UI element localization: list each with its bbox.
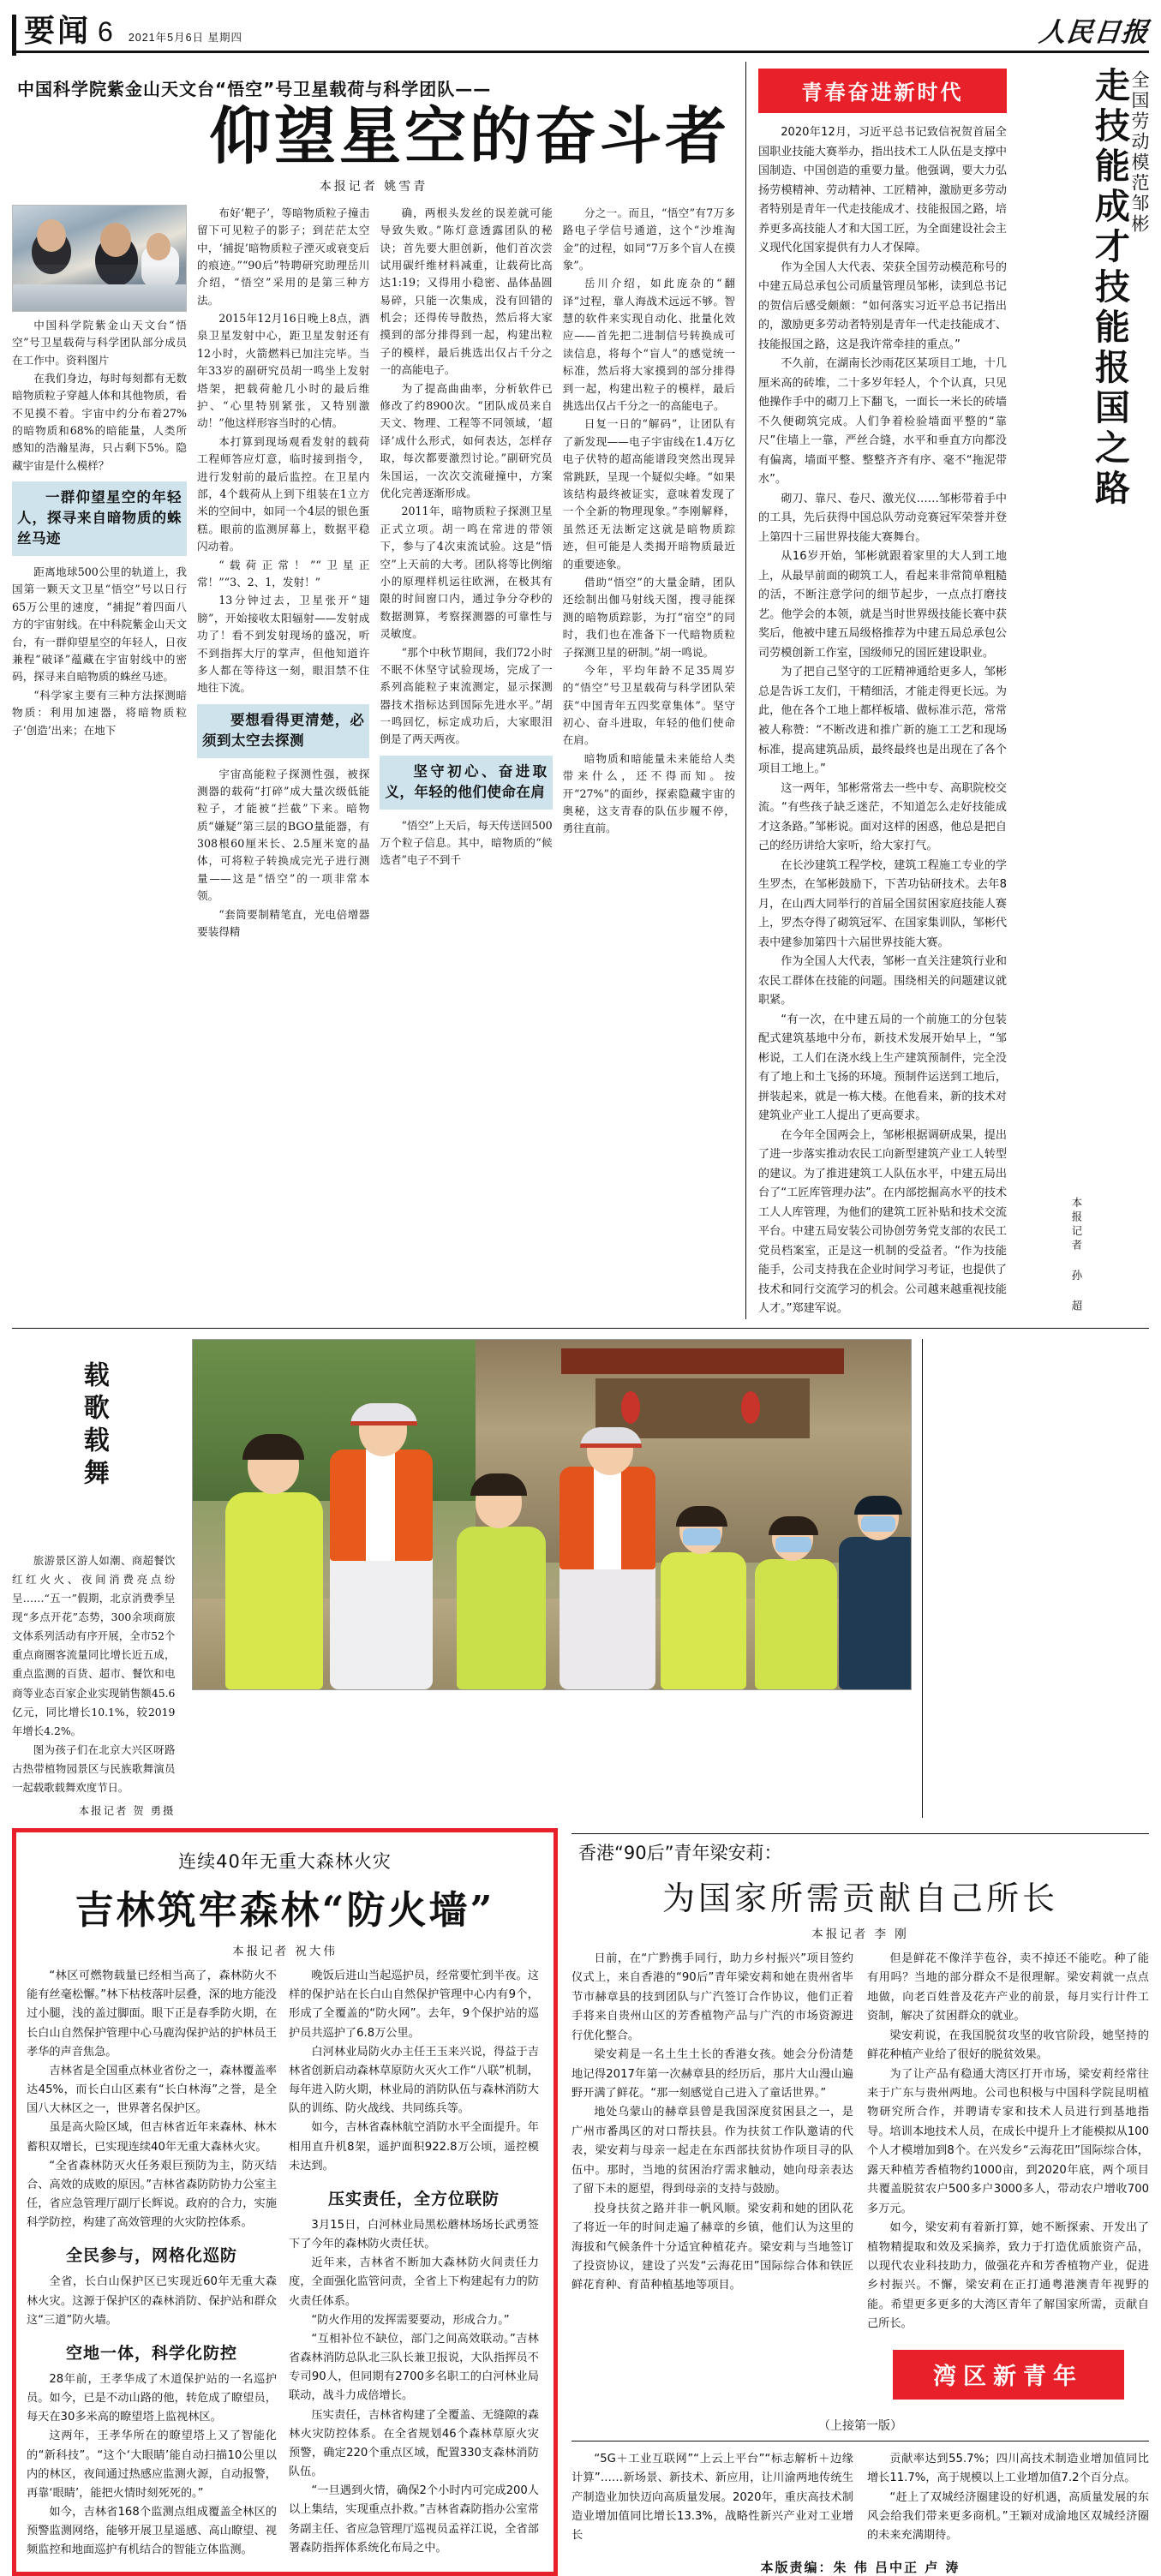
paragraph: 布好‘靶子’，等暗物质粒子撞击留下可见粒子的影子；到茫茫太空中，‘捕捉’暗物质粒子湮灭或衰变后的痕迹。”“90后”特聘研究助理岳川介绍，“悟空”采用的是第三种方法。 (197, 206, 370, 307)
bay-area-red-label: 湾区新青年 (893, 2350, 1124, 2400)
paragraph: 2015年12月16日晚上8点，酒泉卫星发射中心，距卫星发射还有12小时，火箭燃料已加注完毕。当年33岁的副研究员胡一鸣坐上发射塔架，把载荷舱几小时的最后维护、“心里特别紧张，又特别激动！”他这样形容当时的心情。 (197, 312, 370, 430)
section-name: 要闻 (24, 14, 92, 49)
story-b-col-1 (27, 1967, 277, 2561)
masthead (12, 0, 1149, 53)
paragraph: “林区可燃物载量已经相当高了，森林防火不能有丝毫松懈。”林下枯枝落叶层叠，深的地方能没过小腿，浅的盖过脚面。眼下正是春季防火期，在长白山自然保护管理中心马鹿沟保护站的护林员王孝华的声音焦急。 (27, 1969, 277, 2059)
paragraph: 在我们身边，每时每刻都有无数暗物质粒子穿越人体和其他物质，看不见摸不着。宇宙中约分布着27%的暗物质和68%的暗能量，人类所感知的浩瀚星海，只占剩下5%。隐藏宇宙是什么模样？ (12, 371, 187, 472)
paragraph: 晚饭后进山当起巡护员，经常要忙到半夜。这样的保护站在长白山自然保护管理中心内有9个，形成了全覆盖的“防火网”。去年，9个保护站的巡护员共巡护了6.8万公里。 (289, 1969, 539, 2040)
story-a-columns (12, 205, 735, 941)
continued-columns (572, 2450, 1149, 2546)
paper-nameplate: 人民日报 (1037, 17, 1151, 48)
paragraph: 为了提高曲曲率，分析软件已修改了约8900次。“团队成员来自天文、物理、工程等不同领域，‘超译’成什么形式，如何表达，怎样存取，每次都要激烈讨论。”副研究员朱国运，一次次交流碰撞中，方案优化完善逐渐形成。 (380, 381, 553, 499)
divider (572, 2441, 1149, 2442)
paragraph: 梁安莉说，在我国脱贫攻坚的收官阶段，她坚持的鲜花种植产业给了很好的脱贫效果。 (867, 2029, 1149, 2062)
story-a-shoulder: 中国科学院紫金山天文台“悟空”号卫星载荷与科学团队—— (17, 79, 492, 99)
paragraph: 暗物质和暗能量未来能给人类带来什么，还不得而知。按开“27%”的面纱，探索隐藏宇宙的奥秘，这支青春的队伍步履不停，勇往直前。 (562, 751, 735, 835)
continued-col-2 (867, 2450, 1149, 2546)
paragraph: 在长沙建筑工程学校，建筑工程施工专业的学生罗杰，在邹彬鼓励下，下苦功钻研技术。去年8月，在山西大同举行的首届全国贫困家庭技能人赛上，罗杰夺得了砌筑冠军、在国家集训队，邹彬代表中建参加第四十六届世界技能大赛。 (758, 858, 1007, 949)
paragraph: 不久前，在湖南长沙雨花区某项目工地，十几厘米高的砖堆，二十多岁年轻人，个个认真，只见他操作手中的砌刀上下翻飞，一面长一米长的砖墙不久便砌筑完成。人们争着检验墙面平整的“靠尺”住墙上一靠，严丝合缝，水平和垂直方向都没有偏离，墙面平整、整整齐齐有序、毫不“拖泥带水”。 (758, 357, 1007, 487)
story-c-byline: 本报记者 李 刚 (811, 1927, 909, 1941)
paragraph: 日复一日的“解码”，让团队有了新发现——电子宇宙线在1.4万亿电子伏特的超高能谱段突然出现异常跳跃，呈现一个疑似尖峰。“如果该结构最终被证实，意味着发现了一个全新的物理现象。”李刚解释，虽然还无法断定这就是暗物质踪迹，但可能是人类揭开暗物质最近的重要迹象。 (562, 417, 735, 571)
rail-red-label: 青春奋进新时代 (758, 69, 1007, 113)
team-photo-caption: 中国科学院紫金山天文台“悟空”号卫星载荷与科学团队部分成员在工作中。资料图片 (12, 318, 187, 367)
paragraph: 为了把自己坚守的工匠精神通给更多人，邹彬总是告诉工友们，干精细活，才能走得更长远。为此，他在各个工地上都样板墙、做标准示范，常常被人称赞：“不断改进和推广新的施工工艺和现场标准，提高建筑品质，最终最终也是出现在了各个项目工地上。” (758, 666, 1007, 776)
paragraph: 压实责任，吉林省构建了全覆盖、无缝隙的森林火灾防控体系。在全省规划46个森林草原火灾预警，确定220个重点区域，配置330支森林消防队伍。 (289, 2408, 539, 2479)
story-b-columns (27, 1967, 543, 2561)
paragraph: 梁安莉是一名土生土长的香港女孩。她会分份清楚地记得2017年第一次赫章县的经历后，那片大山漫山遍野开满了鲜花。“那一刻感觉自己进入了童话世界。” (572, 2048, 853, 2101)
story-b-subhead-2: 空地一体，科学化防控 (65, 2343, 237, 2363)
paragraph: “载荷正常！”“卫星正常！”“3、2、1，发射！” (197, 558, 370, 589)
story-a-byline: 本报记者 姚雪青 (319, 179, 428, 194)
paragraph: 2020年12月，习近平总书记致信祝贺首届全国职业技能大赛举办，指出技术工人队伍是支撑中国制造、中国创造的重要力量。他强调，要大力弘扬劳模精神、劳动精神、工匠精神，激励更多劳动者特别是青年一代走技能成才、技能报国之路，培养更多高技能人才和大国工匠，为全面建设社会主义现代化国家提供有力人才保障。 (758, 126, 1007, 255)
story-c-headline: 为国家所需贡献自己所长 (661, 1879, 1058, 1917)
paragraph: 虽是高火险区域，但吉林省近年来森林、林木蓄积双增长，已实现连续40年无重大森林火灾。 (27, 2121, 277, 2154)
paragraph: 如今，梁安莉有着新打算，她不断探索、开发出了植物精提取和效及采摘养，致力于打造优质旅资产品，以现代农业科技助力，做强花卉和芳香植物产业，促进乡村振兴。不懈，梁安莉在正打通粤港澳青年视野的能。希望更多更多的大湾区青年了解国家所需，贡献自己所长。 (867, 2221, 1149, 2331)
paragraph: 如今，吉林省168个监测点组成覆盖全林区的预警监测网络，能够开展卫星遥感、高山瞭望、视频监控和地面巡护有机结合的智能立体监测。 (27, 2506, 277, 2557)
story-c-col-2 (867, 1950, 1149, 2408)
paragraph: “全省森林防灭火任务艰巨预防为主，防灭结合、高效的成败的原因。”吉林省森防防协力公室主任，省应急管理厅副厅长辉说。政府的合力，实施科学防控，构建了高效管理的火灾防控体系。 (27, 2159, 277, 2230)
paragraph: 这一两年，邹彬常常去一些中专、高职院校交流。“有些孩子缺乏迷茫，不知道怎么走好技能成才这条路。”邹彬说。面对这样的困惑，他总是把自己的经历讲给大家听，给大家打气。 (758, 781, 1007, 853)
rail-shoulder: 全国劳动模范邹彬 (1129, 70, 1150, 235)
paragraph: 全省，长白山保护区已实现近60年无重大森林火灾。这源于保护区的森林消防、保护站和群众这“三道”防火墙。 (27, 2275, 277, 2327)
story-c-col-1 (572, 1950, 853, 2408)
paragraph: “那个中秋节期间，我们72小时不眠不休坚守试验现场，完成了一系列高能粒子束流测定，显示探测器技术指标达到国际先进水平。”胡一鸣回忆，标定成功后，大家眼泪倒是了两天两夜。 (380, 645, 553, 746)
paragraph: 本打算到现场观看发射的载荷工程师答应灯意，临时接到指令，进行发射前的最后监控。在卫星内部，4个载荷从上到下组装在1立方米的空间中，如同一个4层的银色蛋糕。眼前的监测屏幕上，数据平稳闪动着。 (197, 434, 370, 553)
page-editors: 本版责编：朱 伟 吕中正 卢 涛 (760, 2559, 961, 2575)
paragraph: “赶上了双城经济圈建设的好机遇，高质量发展的东风会给我们带来更多商机。”王颖对成渝地区双城经济圈的未来充满期待。 (867, 2490, 1149, 2543)
paragraph: 距离地球500公里的轨道上，我国第一颗天文卫星“悟空”号以日行65万公里的速度，“捕捉”着四面八方的宇宙射线。在中科院紫金山天文台，有一群仰望星空的年轻人，日夜兼程“破译”蕴藏在宇宙射线中的密码，探寻来自暗物质的蛛丝马迹。 (12, 565, 187, 684)
feature-vertical-title: 载歌载舞 (78, 1360, 109, 1491)
bottom-zone (12, 1828, 1149, 2576)
rail-byline: 本报记者 孙 超 (1069, 1196, 1083, 1314)
story-b-byline: 本报记者 祝大伟 (232, 1944, 338, 1958)
paragraph: 为了让产品有稳通大湾区打开市场，梁安莉经常往来于广东与贵州两地。公司也积极与中国科学院昆明植物研究所合作，并聘请专家和技术人员进行到基地指导。培训本地技术人员，在成长中提升上才能模拟从100个人才模增加到8个。在兴发乡“云海花田”国际综合体，露天种植芳香植物约1000亩，到2020年底，两个项目共覆盖脱贫农户500多户3000多人，带动农户增收700多万元。 (867, 2067, 1149, 2215)
story-a-col-1 (12, 205, 187, 941)
paragraph: 13分钟过去，卫星张开“翅膀”，开始接收太阳辐射——发射成功了！看不到发射现场的盛况，听不到指挥大厅的掌声，但他知道许多人都在等待这一刻，眼泪禁不住地往下流。 (197, 594, 370, 695)
story-a-subhead-1: 一群仰望星空的年轻人，探寻来自暗物质的蛛丝马迹 (12, 481, 187, 556)
story-b-subhead-3: 压实责任，全方位联防 (327, 2189, 500, 2208)
paragraph: “科学家主要有三种方法探测暗物质：利用加速器，将暗物质粒子‘创造’出来；在地下 (12, 688, 187, 737)
paragraph: 2011年，暗物质粒子探测卫星正式立项。胡一鸣在常进的带领下，参与了4次束流试验。这是“悟空”上天前的大考。团队将等比例缩小的原理样机运往欧洲，在极其有限的时间窗口内，通过争分夺秒的数据测算，考察探测器的可靠性与灵敏度。 (380, 505, 553, 641)
story-dark-matter (12, 62, 746, 1319)
story-a-headline: 仰望星空的奋斗者 (208, 100, 730, 172)
rail-vertical-heads (1015, 62, 1149, 1319)
paragraph: 28年前，王孝华成了木道保护站的一名巡护员。如今，已是不动山路的他，转危成了瞭望员，每天在30多米高的瞭望塔上监视林区。 (27, 2372, 277, 2424)
paragraph: 但是鲜花不像洋芋苞谷，卖不掉还不能吃。种了能有用吗？当地的部分群众不是很理解。梁安莉就一点点地做，向老百姓普及花卉产业的前景，每月实行计件工资制，解决了贫困群众的就业。 (867, 1951, 1149, 2023)
paragraph: 借助“悟空”的大量金睛，团队还绘制出伽马射线天图，搜寻能探测的暗物质踪影，为打“宿空”的同时，我们也在准备下一代暗物质粒子探测卫星的研制。”胡一鸣说。 (562, 575, 735, 659)
rail-continued (922, 1339, 1149, 1818)
story-a-col-4 (563, 205, 735, 941)
rail-headline: 走技能成才技能报国之路 (1088, 67, 1130, 510)
paragraph: 作为全国人大代表、荣获全国劳动模范称号的中建五局总承包公司质量管理员邹彬，读到总书记的贺信后感受颇颇：“如何落实习近平总书记指出的，激励更多劳动者特别是青年一代走技能成才、技能报国之路，这是我许常牵挂的重点。” (758, 260, 1007, 351)
top-zone (12, 62, 1149, 1319)
story-a-subhead-2: 要想看得更清楚，必须到太空去探测 (197, 704, 369, 758)
paragraph: 岳川介绍，如此庞杂的“翻译”过程，靠人海战术远远不够。智慧的软件来实现自动化、批量化效应——首先把二进制信号转换成可读信息，将每个“盲人”的感觉统一标准，然后将大家摸到的部分排得到一起，构建出粒子的模样，最后挑选出仅占千分之一的高能电子。 (562, 277, 735, 413)
story-b-col-2 (289, 1967, 539, 2561)
paragraph: 从16岁开始，邹彬就跟着家里的大人到工地上，从最早前面的砌筑工人，看起来非常简单粗糙的活，不断注意学问的细节起步，一点点打磨技艺。他学会的本领，就是当时世界级技能长赛中获奖后，他被中建五局级格推荐为中建五局总承包公司劳模创新工作室，国级师兄的国匠建设职业。 (758, 550, 1007, 660)
paragraph: 旅游景区游人如潮、商超餐饮红红火火、夜间消费亮点纷呈……“五一”假期，北京消费季呈现“多点开花”态势，300余项商旅文体系列活动有序开展，全市52个重点商圈客流量同比增长近五成，重点监测的百货、超市、餐饮和电商等业态百家企业实现销售额45.6亿元，同比增长10.1%，较2019年增长4.2%。 (12, 1553, 176, 1737)
paragraph: “悟空”上天后，每天传送回500万个粒子信息。其中，暗物质的“候选者”电子不到千 (380, 818, 553, 867)
divider (572, 1833, 1149, 1834)
paragraph: 作为全国人大代表，邹彬一直关注建筑行业和农民工群体在技能的问题。围绕相关的问题建议就职紧。 (758, 955, 1007, 1007)
paragraph: 砌刀、靠尺、卷尺、激光仪……邹彬带着手中的工具，先后获得中国总队劳动竞赛冠军荣誉并登上第四十三届世界技能大赛舞台。 (758, 492, 1007, 544)
paragraph: 白河林业局防火办主任王玉来兴说，得益于吉林省创新启动森林草原防火灭火工作“八联”机制，每年进入防火期，林业局的消防队伍与森林消防大队的训练、防火战线、共同练兵等。 (289, 2045, 539, 2116)
issue-date: 2021年5月6日 星期四 (128, 32, 242, 44)
paragraph: 今年，平均年龄不足35周岁的“悟空”号卫星载荷与科学团队荣获“中国青年五四奖章集体”。坚守初心、奋斗进取，年轻的他们使命在肩。 (562, 663, 735, 747)
paragraph: 分之一。而且，“悟空”有7万多路电子学信号通道，这个“沙堆淘金”的过程，如同“7万多个盲人在摸象”。 (562, 206, 735, 272)
story-b-subhead-1: 全民参与，网格化巡防 (65, 2246, 237, 2266)
feature-photo-credit: 本报记者 贺 勇摄 (78, 1803, 176, 1817)
paragraph: 近年来，吉林省不断加大森林防火间责任力度，全面强化监管问责，全省上下构建起有力的防火责任体系。 (289, 2256, 539, 2308)
story-a-col-2 (197, 205, 369, 941)
paragraph: 贡献率达到55.7%；四川高技术制造业增加值同比增长11.7%，高于规模以上工业增加值7.2个百分点。 (867, 2452, 1149, 2485)
story-jilin-forest (12, 1828, 558, 2576)
story-b-headline: 吉林筑牢森林“防火墙” (75, 1886, 495, 1933)
masthead-left (12, 16, 242, 51)
paragraph: 地处乌蒙山的赫章县曾是我国深度贫困县之一，是广州市番禺区的对口帮扶县。作为扶贫工作队邀请的代表，梁安莉与母亲一起走在东西部扶贫协作项目寻的队伍中。那时，当地的贫困治疗需求触动，她向母亲表达了留下未的愿望，得到母亲的支持与鼓励。 (572, 2106, 853, 2196)
team-photo (12, 205, 187, 312)
paragraph: “套筒要制精笔直，光电倍增器要装得精 (197, 907, 370, 939)
feature-photo-zone (12, 1328, 1149, 1818)
paragraph: 3月15日，白河林业局黑松蘑林场场长武勇签下了今年的森林防火责任状。 (289, 2218, 539, 2251)
paragraph: “有一次，在中建五局的一个前施工的分包装配式建筑基地中分布，新技术发展开始早上，“邹彬说，工人们在浇水线上生产建筑预制件，完全没有了地上和土飞扬的环境。预制件运送到工地后，拼装起来，就是一栋大楼。在他看来，新的技术对建筑业产业工人提出了更高要求。 (758, 1013, 1007, 1123)
feature-left (12, 1339, 183, 1818)
paragraph: 这两年，王孝华所在的瞭望塔上又了智能化的“新科技”。“这个‘大眼睛’能自动扫描10公里以内的林区，夜间通过热感应监测火源，自动报警，再靠‘眼睛’，能把火情时刻死死的。” (27, 2430, 277, 2500)
story-b-shoulder: 连续40年无重大森林火灾 (178, 1850, 392, 1872)
paragraph: 宇宙高能粒子探测性强，被探测器的载荷“打碎”成大量次级低能粒子，才能被“拦截”下来。暗物质“嫌疑”第三层的BGO量能器，有308根60厘米长、2.5厘米宽的晶体，可将粒子转换成完光子进行测量——这是“悟空”的一项非常本领。 (197, 767, 370, 903)
paragraph: “一旦遇到火情，确保2个小时内可完成200人以上集结，实现重点扑救。”吉林省森防指办公室常务副主任、省应急管理厅巡视员孟祥江说，全省部署森防指挥体系统化布局之中。 (289, 2484, 539, 2555)
story-c-columns (572, 1950, 1149, 2408)
paragraph: “5G＋工业互联网”“上云上平台”“标志解析＋边缘计算”……新场景、新技术、新应用，让川渝两地传统生产制造业加快迈向高质量发展。2020年，重庆高技术制造业增加值同比增长13.3%，战略性新兴产业对工业增长 (572, 2452, 853, 2543)
paragraph: “防火作用的发挥需要要动，形成合力。” (311, 2313, 510, 2327)
story-a-subhead-3: 坚守初心、奋进取义，年轻的他们使命在肩 (380, 756, 552, 810)
continued-col-1 (572, 2450, 853, 2546)
paragraph: 吉林省是全国重点林业省份之一，森林覆盖率达45%，而长白山区素有“长白林海”之誉，是全国八大林区之一，世界著名保护区。 (27, 2064, 277, 2116)
story-hk-youth (558, 1828, 1149, 2576)
paragraph: 如今，吉林省森林航空消防水平全面提升。年相用直升机8架，遥护面积922.8万公顷，遥控模未达到。 (289, 2121, 539, 2173)
paragraph: 图为孩子们在北京大兴区呀路古热带植物园景区与民族歌舞演员一起载歌载舞欢度节日。 (12, 1742, 176, 1794)
rail-body (758, 62, 1015, 1319)
paragraph: 确，两根头发丝的误差就可能导致失败。”陈灯意透露团队的秘诀；首先要大胆创新，他们首次尝试用碳纤维材料减重，让载荷比高达1:19；又得用小稳密、晶体晶圆易碎，只能一次集成，没有回错的机会；还得传导散热，然后将大家摸到的部分排得到一起，构建出粒子的模样，最后挑选出仅占千分之一的高能电子。 (380, 206, 553, 377)
paragraph: “互相补位不缺位，部门之间高效联动。”吉林省森林消防总队北三队长兼卫报说，大队指挥员不专司90人，但同期有2700多名职工的白河林业局联动，战斗力成倍增长。 (289, 2332, 539, 2403)
story-a-col-3 (380, 205, 552, 941)
page-number: 6 (98, 16, 113, 47)
paragraph: 日前，在“广黔携手同行，助力乡村振兴”项目签约仪式上，来自香港的“90后”青年梁安莉和她在贵州省毕节市赫章县的技到团队与广汽签订合作协议，他们正着手将来自贵州山区的芳香植物产品与广汽的市场资源进行优化整合。 (572, 1951, 853, 2042)
rail-story-zoubin (746, 62, 1149, 1319)
continued-from-note: （上接第一版） (818, 2418, 902, 2433)
story-c-shoulder: 香港“90后”青年梁安莉： (578, 1842, 782, 1863)
feature-photo (192, 1339, 911, 1690)
paragraph: 投身扶贫之路并非一帆风顺。梁安莉和她的团队花了将近一年的时间走遍了赫章的乡镇，他们认为这里的海拔和气候条件十分适宜种植花卉。梁安莉与当地签订了投资协议，建设了兴发“云海花田”国际综合体和铁匠鲜花育种、育苗种植基地等项目。 (572, 2202, 853, 2292)
paragraph: 在今年全国两会上，邹彬根据调研成果，提出了进一步落实推动农民工向新型建筑产业工人转型的建议。为了推进建筑工人队伍水平，中建五局出台了“工匠库管理办法”。在内部挖掘高水平的技术工人人库管理，为他们的建筑工匠补贴和技术交流平台。中建五局安装公司协创劳务党支部的农民工党员档案室，正是这一机制的受益者。“作为技能能手，公司支持我在企业时间学习考证，也提供了技术和同行交流学习的机会。公司越来越重视技能人才。”郑建军说。 (758, 1128, 1007, 1316)
